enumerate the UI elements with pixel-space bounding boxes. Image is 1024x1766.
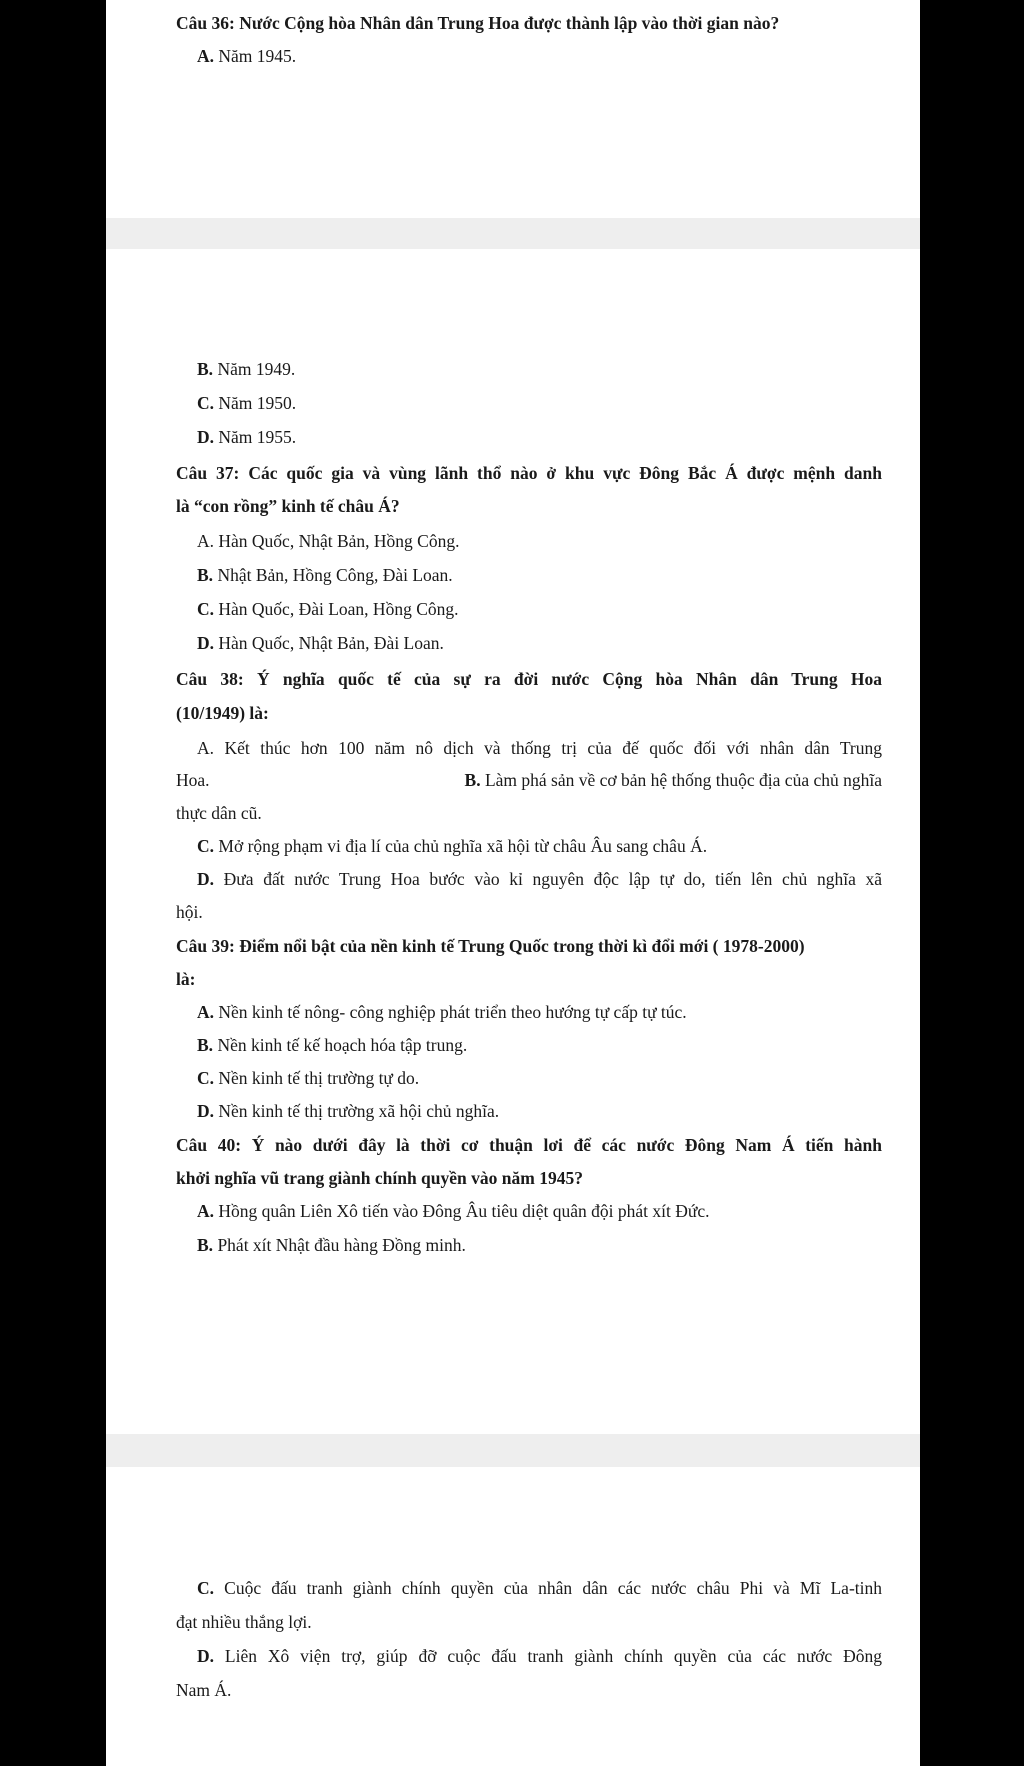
question-38-option-d-line-2: hội.	[176, 902, 203, 922]
page-separator	[106, 218, 920, 249]
option-text: Nền kinh tế nông- công nghiệp phát triển theo hướng tự cấp tự túc.	[218, 1002, 687, 1022]
option-label: C.	[197, 599, 215, 619]
option-label: A.	[197, 531, 215, 551]
question-40-option-a	[197, 1200, 710, 1222]
option-text: Nền kinh tế thị trường xã hội chủ nghĩa.	[218, 1101, 500, 1121]
option-label: B.	[197, 1035, 214, 1055]
option-label: A.	[197, 738, 215, 758]
document-page-2	[106, 249, 920, 1434]
option-text: Năm 1955.	[218, 427, 297, 447]
option-label: D.	[197, 1646, 215, 1666]
option-label: C.	[197, 1578, 215, 1598]
question-37-line-1: Câu 37: Các quốc gia và vùng lãnh thổ nào ở khu vực Đông Bắc Á được mệnh danh	[176, 463, 882, 483]
question-36-option-b	[197, 358, 295, 380]
question-36-option-c	[197, 392, 296, 414]
question-40-line-2: khởi nghĩa vũ trang giành chính quyền vào năm 1945?	[176, 1168, 583, 1188]
question-36-option-d	[197, 426, 296, 448]
question-39-line-1: Câu 39: Điểm nổi bật của nền kinh tế Trung Quốc trong thời kì đổi mới ( 1978-2000)	[176, 936, 805, 956]
question-38-option-b-line-1	[465, 769, 882, 791]
question-38-option-row	[176, 769, 882, 791]
option-label: B.	[197, 359, 214, 379]
question-37-option-a	[197, 530, 459, 552]
option-text: Cuộc đấu tranh giành chính quyền của nhân dân các nước châu Phi và Mĩ La-tinh	[224, 1578, 883, 1598]
option-label: D.	[197, 633, 215, 653]
option-label: C.	[197, 1068, 215, 1088]
question-37-option-c	[197, 598, 459, 620]
document-page-1	[106, 0, 920, 218]
option-label: B.	[464, 770, 481, 790]
question-37-line-2: là “con rồng” kinh tế châu Á?	[176, 496, 400, 516]
question-38-option-a-line-2: Hoa.	[176, 770, 210, 790]
option-text: Nền kinh tế thị trường tự do.	[218, 1068, 420, 1088]
option-text: Kết thúc hơn 100 năm nô dịch và thống trị của đế quốc đối với nhân dân Trung	[224, 738, 882, 758]
option-label: C.	[197, 393, 215, 413]
question-39-option-c	[197, 1067, 419, 1089]
option-text: Đưa đất nước Trung Hoa bước vào kỉ nguyên độc lập tự do, tiến lên chủ nghĩa xã	[223, 869, 883, 889]
question-39-option-d	[197, 1100, 499, 1122]
question-38-option-c	[197, 835, 707, 857]
option-label: C.	[197, 836, 215, 856]
page-separator	[106, 1434, 920, 1467]
question-40-option-d-line-1	[197, 1645, 882, 1667]
question-40-option-c-line-2: đạt nhiều thắng lợi.	[176, 1612, 312, 1632]
option-text: Hồng quân Liên Xô tiến vào Đông Âu tiêu diệt quân đội phát xít Đức.	[218, 1201, 710, 1221]
question-36-option-a	[197, 45, 296, 67]
question-39-option-b	[197, 1034, 467, 1056]
option-text: Nhật Bản, Hồng Công, Đài Loan.	[217, 565, 453, 585]
option-label: D.	[197, 1101, 215, 1121]
question-37-option-b	[197, 564, 453, 586]
option-text: Làm phá sản về cơ bản hệ thống thuộc địa của chủ nghĩa	[484, 770, 882, 790]
option-text: Liên Xô viện trợ, giúp đỡ cuộc đấu tranh giành chính quyền của các nước Đông	[224, 1646, 882, 1666]
option-text: Phát xít Nhật đầu hàng Đồng minh.	[217, 1235, 466, 1255]
question-38-option-d-line-1	[197, 868, 882, 890]
option-text: Năm 1949.	[217, 359, 296, 379]
option-label: A.	[197, 1002, 215, 1022]
option-label: A.	[197, 46, 215, 66]
option-text: Năm 1945.	[218, 46, 297, 66]
question-39-line-2: là:	[176, 969, 196, 989]
option-text: Nền kinh tế kế hoạch hóa tập trung.	[217, 1035, 468, 1055]
question-37-option-d	[197, 632, 444, 654]
option-label: D.	[197, 427, 215, 447]
question-40-line-1: Câu 40: Ý nào dưới đây là thời cơ thuận lơi để các nước Đông Nam Á tiến hành	[176, 1135, 882, 1155]
option-text: Năm 1950.	[218, 393, 297, 413]
option-text: Hàn Quốc, Đài Loan, Hồng Công.	[218, 599, 459, 619]
option-label: B.	[197, 565, 214, 585]
option-label: B.	[197, 1235, 214, 1255]
option-label: A.	[197, 1201, 215, 1221]
question-38-line-2: (10/1949) là:	[176, 703, 269, 723]
question-38-option-b-line-2: thực dân cũ.	[176, 803, 262, 823]
option-label: D.	[197, 869, 215, 889]
question-36: Câu 36: Nước Cộng hòa Nhân dân Trung Hoa được thành lập vào thời gian nào?	[176, 13, 780, 33]
question-38-line-1: Câu 38: Ý nghĩa quốc tế của sự ra đời nước Cộng hòa Nhân dân Trung Hoa	[176, 669, 882, 689]
question-40-option-c-line-1	[197, 1577, 882, 1599]
question-40-option-d-line-2: Nam Á.	[176, 1680, 232, 1700]
document-page-3	[106, 1467, 920, 1766]
question-39-option-a	[197, 1001, 687, 1023]
question-40-option-b	[197, 1234, 466, 1256]
question-38-option-a-line-1	[197, 737, 882, 759]
option-text: Hàn Quốc, Nhật Bản, Hồng Công.	[218, 531, 460, 551]
option-text: Hàn Quốc, Nhật Bản, Đài Loan.	[218, 633, 444, 653]
option-text: Mở rộng phạm vi địa lí của chủ nghĩa xã hội từ châu Âu sang châu Á.	[218, 836, 708, 856]
